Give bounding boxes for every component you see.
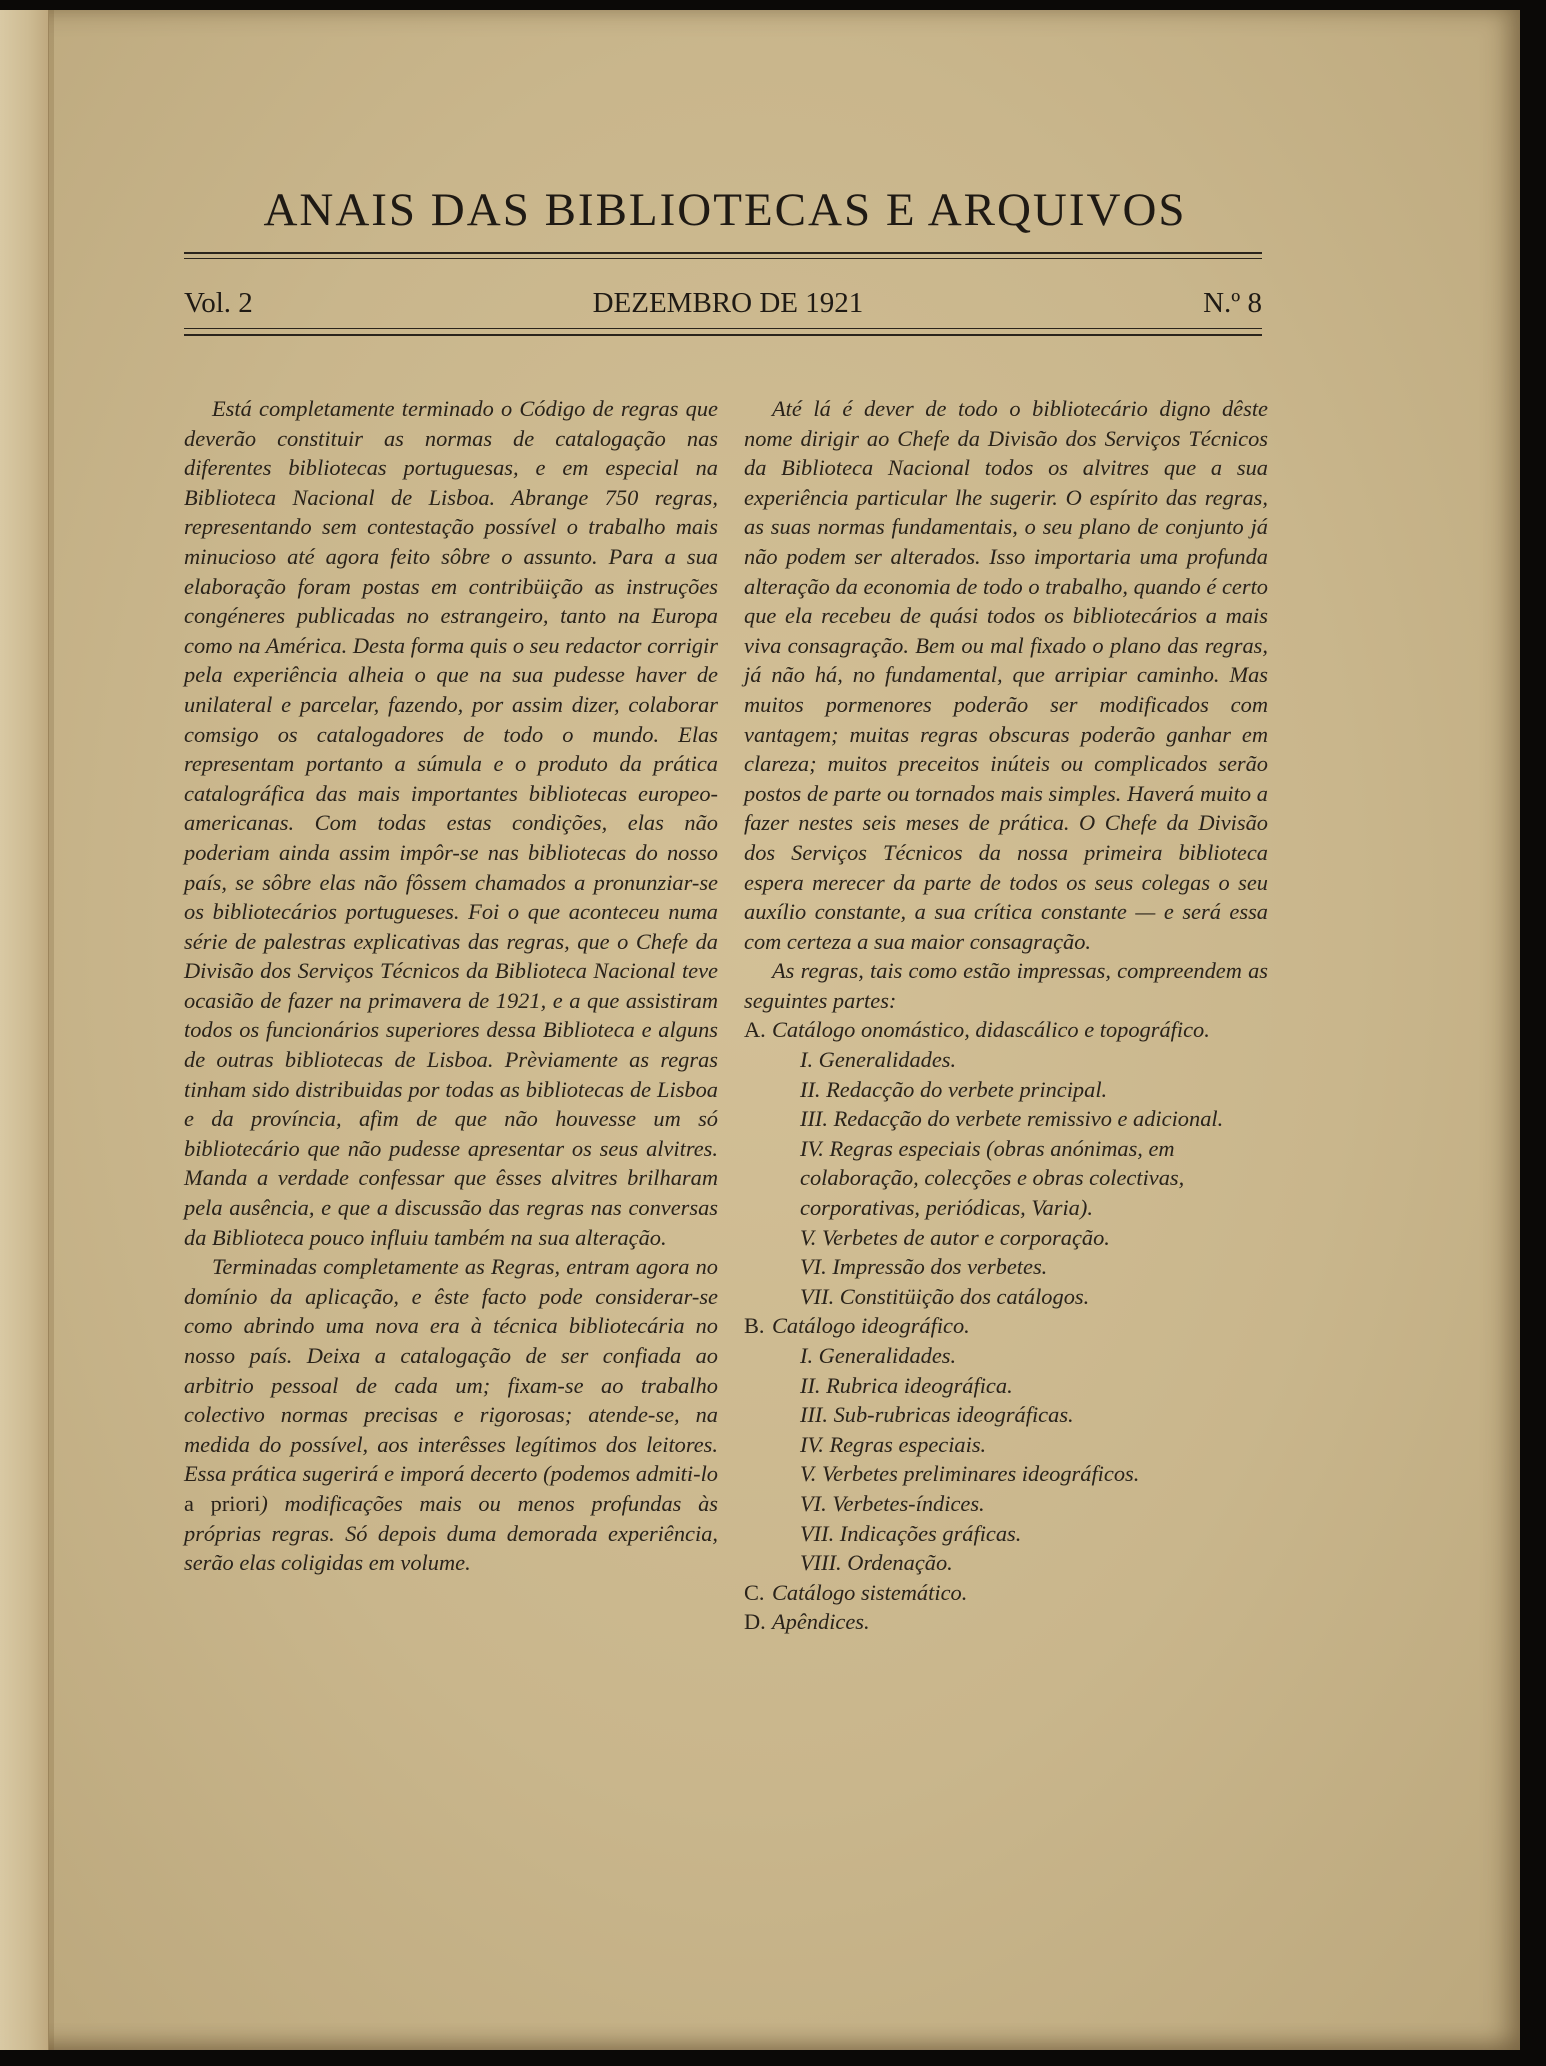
a-priori-phrase: a priori (184, 1490, 261, 1516)
outline-section-title: Catálogo ideográfico. (772, 1313, 970, 1339)
outline-subsection: VIII. Ordenação. (800, 1550, 953, 1576)
outline-section-label: C. (744, 1579, 765, 1605)
page-spine (0, 10, 49, 2050)
volume-label: Vol. 2 (184, 287, 253, 319)
outline-section-label: D. (744, 1609, 766, 1635)
page-fold-shadow (48, 10, 54, 2050)
issue-number: N.º 8 (1203, 287, 1262, 319)
outline-subsection: III. Sub-rubricas ideográficas. (800, 1402, 1074, 1428)
outline-subsection: I. Generalidades. (800, 1343, 957, 1368)
outline-subsection: VII. Indicações gráficas. (800, 1520, 1022, 1546)
left-paragraph-2-end: ) modificações mais ou menos profundas às próprias regras. Só depois duma demorada experiência, serão elas coligidas em volume. (184, 1490, 719, 1576)
outline-section-title: Catálogo onomástico, didascálico e topográfico. (772, 1017, 1210, 1043)
outline-subsection: I. Generalidades. (800, 1047, 957, 1073)
left-paragraph-2-start: Terminadas completamente as Regras, entram agora no domínio da aplicação, e êste facto pode considerar-se como abrindo uma nova era à técnica bibliotecária no nosso país. Deixa a catalogação de ser confiada ao arbitrio pessoal de cada um; fixam-se ao trabalho colectivo normas precisas e rigorosas; atende-se, na medida do possível, aos interêsses legítimos dos leitores. Essa prática sugerirá e imporá decerto (podemos admiti-lo (184, 1254, 718, 1487)
issue-info-row (184, 287, 1262, 320)
header-rule-top (184, 252, 1262, 254)
header-rule-bottom-thin (184, 328, 1262, 329)
outline-section (744, 1311, 1268, 1341)
outline-subsection: VII. Constitüição dos catálogos. (800, 1283, 1090, 1309)
outline-subsection: IV. Regras especiais (obras anónimas, em colaboração, colecções e obras colectivas, corporativas, periódicas, Varia). (800, 1135, 1185, 1221)
journal-page (0, 10, 1520, 2050)
left-column (184, 394, 718, 1578)
issue-date: DEZEMBRO DE 1921 (592, 287, 864, 319)
outline-section-title: Catálogo sistemático. (772, 1579, 968, 1605)
header-rule-bottom (184, 334, 1262, 336)
rules-outline (744, 1015, 1268, 1636)
outline-subsection: II. Rubrica ideográfica. (800, 1372, 1013, 1398)
outline-section-title: Apêndices. (772, 1609, 870, 1635)
outline-section-label: B. (744, 1313, 765, 1339)
outline-intro: As regras, tais como estão impressas, compreendem as seguintes partes: (744, 958, 1268, 1013)
outline-subsection: VI. Impressão dos verbetes. (800, 1254, 1048, 1280)
right-paragraph-1: Até lá é dever de todo o bibliotecário digno dêste nome dirigir ao Chefe da Divisão dos Serviços Técnicos da Biblioteca Nacional todos os alvitres que a sua experiência particular lhe sugerir. O espírito das regras, as suas normas fundamentais, o seu plano de conjunto já não podem ser alterados. Isso importaria uma profunda alteração da economia de todo o trabalho, quando é certo que ela recebeu de quási todos os bibliotecários a mais viva consagração. Bem ou mal fixado o plano das regras, já não há, no fundamental, que arripiar caminho. Mas muitos pormenores poderão ser modificados com vantagem; muitas regras obscuras poderão ganhar em clareza; muitos preceitos inúteis ou complicados serão postos de parte ou tornados mais simples. Haverá muito a fazer nestes seis meses de prática. O Chefe da Divisão dos Serviços Técnicos da nossa primeira biblioteca espera merecer da parte de todos os seus colegas o seu auxílio constante, a sua crítica constante — e será essa com certeza a sua maior consagração. (744, 396, 1268, 954)
outline-subsection: III. Redacção do verbete remissivo e adicional. (800, 1106, 1224, 1132)
outline-section-label: A. (744, 1017, 766, 1043)
outline-subsection: IV. Regras especiais. (800, 1431, 987, 1457)
outline-subsection: V. Verbetes preliminares ideográficos. (800, 1461, 1140, 1487)
outline-subsection: V. Verbetes de autor e corporação. (800, 1224, 1110, 1250)
outline-subsection: VI. Verbetes-índices. (800, 1490, 985, 1516)
right-column (744, 394, 1268, 1637)
header-rule-top-thin (184, 258, 1262, 259)
outline-section (744, 1015, 1268, 1045)
outline-section (744, 1607, 1268, 1637)
outline-section (744, 1578, 1268, 1608)
journal-title: ANAIS DAS BIBLIOTECAS E ARQUIVOS (263, 184, 1187, 236)
left-paragraph-2 (184, 1252, 718, 1578)
left-paragraph-1: Está completamente terminado o Código de regras que deverão constituir as normas de catalogação nas diferentes bibliotecas portuguesas, e em especial na Biblioteca Nacional de Lisboa. Abrange 750 regras, representando sem contestação possível o trabalho mais minucioso até agora feito sôbre o assunto. Para a sua elaboração foram postas em contribüição as instruções congéneres publicadas no estrangeiro, tanto na Europa como na América. Desta forma quis o seu redactor corrigir pela experiência alheia o que na sua pudesse haver de unilateral e parcelar, fazendo, por assim dizer, colaborar comsigo os catalogadores de todo o mundo. Elas representam portanto a súmula e o produto da prática catalográfica das mais importantes bibliotecas europeo-americanas. Com todas estas condições, elas não poderiam ainda assim impôr-se nas bibliotecas do nosso país, se sôbre elas não fôssem chamados a pronunziar-se os bibliotecários portugueses. Foi o que aconteceu numa série de palestras explicativas das regras, que o Chefe da Divisão dos Serviços Técnicos da Biblioteca Nacional teve ocasião de fazer na primavera de 1921, e a que assistiram todos os funcionários superiores dessa Biblioteca e alguns de outras bibliotecas de Lisboa. Prèviamente as regras tinham sido distribuidas por todas as bibliotecas de Lisboa e da província, afim de que não houvesse um só bibliotecário que não pudesse apresentar os seus alvitres. Manda a verdade confessar que êsses alvitres brilharam pela ausência, e que a discussão das regras nas conversas da Biblioteca pouco influiu também na sua alteração. (184, 396, 718, 1250)
outline-subsection: II. Redacção do verbete principal. (800, 1076, 1108, 1102)
